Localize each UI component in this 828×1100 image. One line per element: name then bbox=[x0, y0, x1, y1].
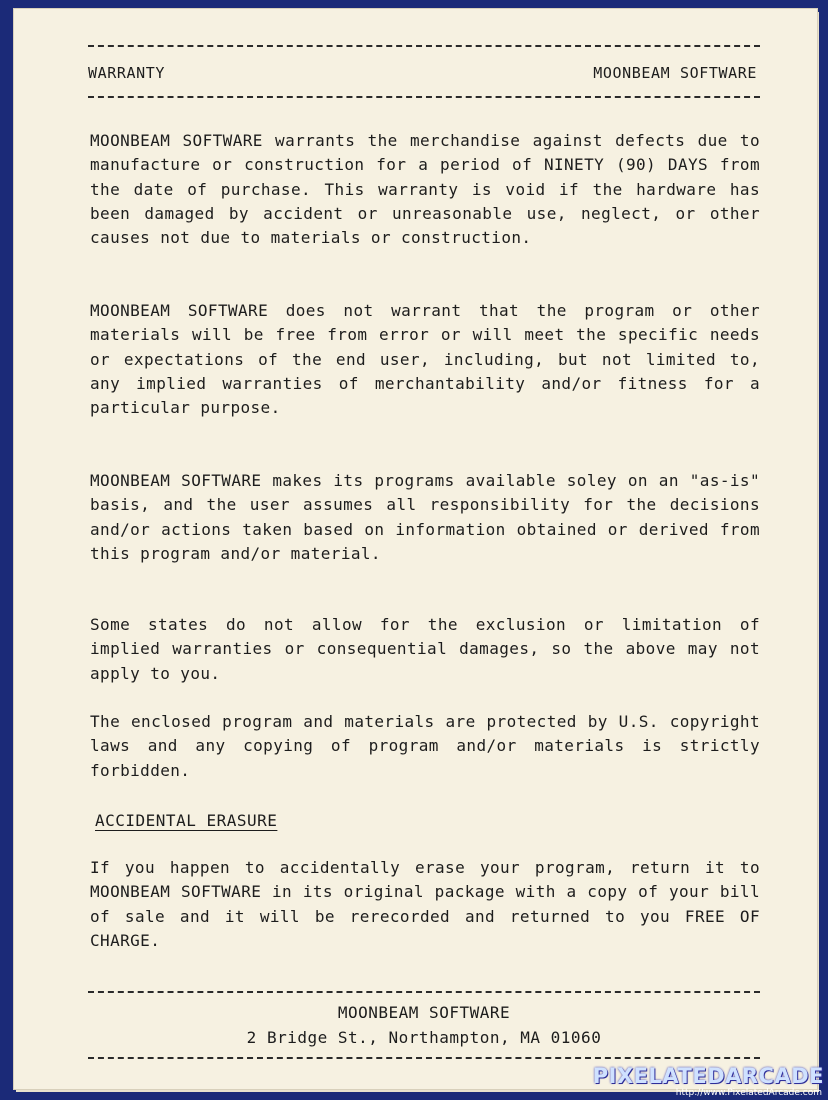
footer-address: 2 Bridge St., Northampton, MA 01060 bbox=[246, 1028, 602, 1047]
warranty-card bbox=[14, 9, 817, 1089]
header-company: MOONBEAM SOFTWARE bbox=[593, 64, 757, 82]
paragraph-state-limitations: Some states do not allow for the exclusion or limitation of implied warranties or consequential damages, so the above may not apply to you. bbox=[90, 615, 760, 683]
paragraph-warranty-period: MOONBEAM SOFTWARE warrants the merchandise against defects due to manufacture or construction for a period of NINETY (90) DAYS from the date of purchase. This warranty is void if the hardware has been damaged by accident or unreasonable use, neglect, or other causes not due to materials or construction. bbox=[90, 131, 760, 248]
watermark-url: http://www.PixelatedArcade.com bbox=[675, 1088, 822, 1098]
section-title-accidental-erasure: ACCIDENTAL ERASURE bbox=[95, 811, 278, 830]
footer-top-rule bbox=[88, 991, 760, 993]
header-bottom-rule bbox=[88, 96, 760, 98]
paragraph-accidental-erasure: If you happen to accidentally erase your program, return it to MOONBEAM SOFTWARE in its original package with a copy of your bill of sale and it will be rerecorded and returned to you FREE OF CHARGE. bbox=[90, 858, 760, 950]
footer-company: MOONBEAM SOFTWARE bbox=[337, 1003, 511, 1022]
paragraph-copyright: The enclosed program and materials are protected by U.S. copyright laws and any copying of program and/or materials is strictly forbidden. bbox=[90, 712, 760, 780]
header-title: WARRANTY bbox=[88, 64, 166, 82]
paragraph-as-is: MOONBEAM SOFTWARE makes its programs available soley on an "as-is" basis, and the user assumes all responsibility for the decisions and/or actions taken based on information obtained or derived from this program and/or material. bbox=[90, 471, 760, 563]
footer-bottom-rule bbox=[88, 1057, 760, 1059]
header-top-rule bbox=[88, 45, 760, 47]
paragraph-no-warranty-fitness: MOONBEAM SOFTWARE does not warrant that the program or other materials will be free from error or will meet the specific needs or expectations of the end user, including, but not limited to, any implied warranties of merchantability and/or fitness for a particular purpose. bbox=[90, 301, 760, 418]
watermark-logo: PIXELATEDARCADE bbox=[592, 1064, 824, 1088]
